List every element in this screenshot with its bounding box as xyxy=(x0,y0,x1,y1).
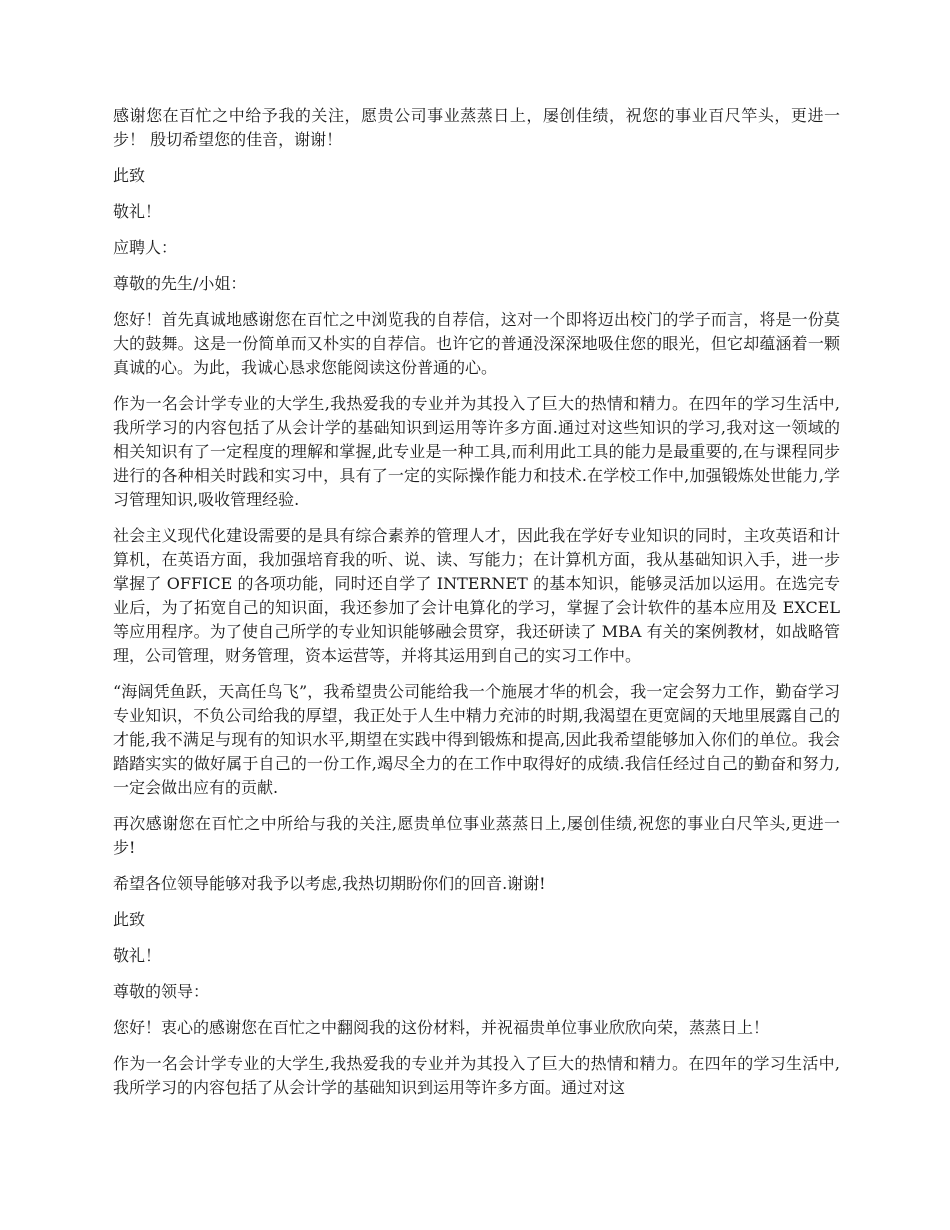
paragraph-intro: 您好！首先真诚地感谢您在百忙之中浏览我的自荐信，这对一个即将迈出校门的学子而言，将是一份莫大的鼓舞。这是一份简单而又朴实的自荐信。也许它的普通没深深地吸住您的眼光，但它却蕴涵着一颗真诚的心。为此，我诚心恳求您能阅读这份普通的心。 xyxy=(113,310,840,377)
paragraph-hope: 希望各位领导能够对我予以考虑,我热切期盼你们的回音.谢谢! xyxy=(113,874,546,893)
paragraph-intro-2: 您好！衷心的感谢您在百忙之中翻阅我的这份材料，并祝福贵单位事业欣欣向荣，蒸蒸日上！ xyxy=(113,1018,770,1037)
paragraph-skills: 社会主义现代化建设需要的是具有综合素养的管理人才，因此我在学好专业知识的同时，主攻英语和计算机，在英语方面，我加强培育我的听、说、读、写能力；在计算机方面，我从基础知识入手，进一步掌握了 OFFICE 的各项功能，同时还自学了 INTERNET 的基本知识，能够灵活加以运用。在选完专业后，为了拓宽自己的知识面，我还参加了会计电算化的学习，掌握了会计软件的基本应用及 EXCEL 等应用程序。为了使自己所学的专业知识能够融会贯穿，我还研读了 MBA 有关的案例教材，如战略管理，公司管理，财务管理，资本运营等，并将其运用到自己的实习工作中。 xyxy=(113,526,840,665)
paragraph-salutation-cizhi: 此致 xyxy=(113,166,146,185)
paragraph-greeting-leader: 尊敬的领导： xyxy=(113,982,210,1001)
paragraph-greeting-sir-madam: 尊敬的先生/小姐： xyxy=(113,274,247,293)
paragraph-salutation-cizhi-2: 此致 xyxy=(113,910,146,929)
paragraph-ambition: “海阔凭鱼跃，天高任鸟飞”，我希望贵公司能给我一个施展才华的机会，我一定会努力工作，勤奋学习专业知识，不负公司给我的厚望，我正处于人生中精力充沛的时期,我渴望在更宽阔的天地里展露自己的才能,我不满足与现有的知识水平,期望在实践中得到锻炼和提高,因此我希望能够加入你们的单位。我会踏踏实实的做好属于自己的一份工作,竭尽全力的在工作中取得好的成绩.我信任经过自己的勤奋和努力,一定会做出应有的贡献. xyxy=(113,682,840,797)
paragraph-salutation-jingli-2: 敬礼！ xyxy=(113,946,162,965)
paragraph-applicant: 应聘人： xyxy=(113,238,178,257)
paragraph-major: 作为一名会计学专业的大学生,我热爱我的专业并为其投入了巨大的热情和精力。在四年的学习生活中,我所学习的内容包括了从会计学的基础知识到运用等许多方面.通过对这些知识的学习,我对这一领域的相关知识有了一定程度的理解和掌握,此专业是一种工具,而利用此工具的能力是最重要的,在与课程同步进行的各种相关时践和实习中，具有了一定的实际操作能力和技术.在学校工作中,加强锻炼处世能力,学习管理知识,吸收管理经验. xyxy=(113,394,840,509)
paragraph-thanks-again: 再次感谢您在百忙之中所给与我的关注,愿贵单位事业蒸蒸日上,屡创佳绩,祝您的事业白尺竿头,更进一步! xyxy=(113,814,840,857)
paragraph-major-2: 作为一名会计学专业的大学生,我热爱我的专业并为其投入了巨大的热情和精力。在四年的学习生活中,我所学习的内容包括了从会计学的基础知识到运用等许多方面。通过对这 xyxy=(113,1054,840,1097)
paragraph-thanks-closing: 感谢您在百忙之中给予我的关注，愿贵公司事业蒸蒸日上，屡创佳绩，祝您的事业百尺竿头，更进一步！ 殷切希望您的佳音，谢谢！ xyxy=(113,106,840,149)
paragraph-salutation-jingli: 敬礼！ xyxy=(113,202,162,221)
document-body xyxy=(113,104,840,1112)
